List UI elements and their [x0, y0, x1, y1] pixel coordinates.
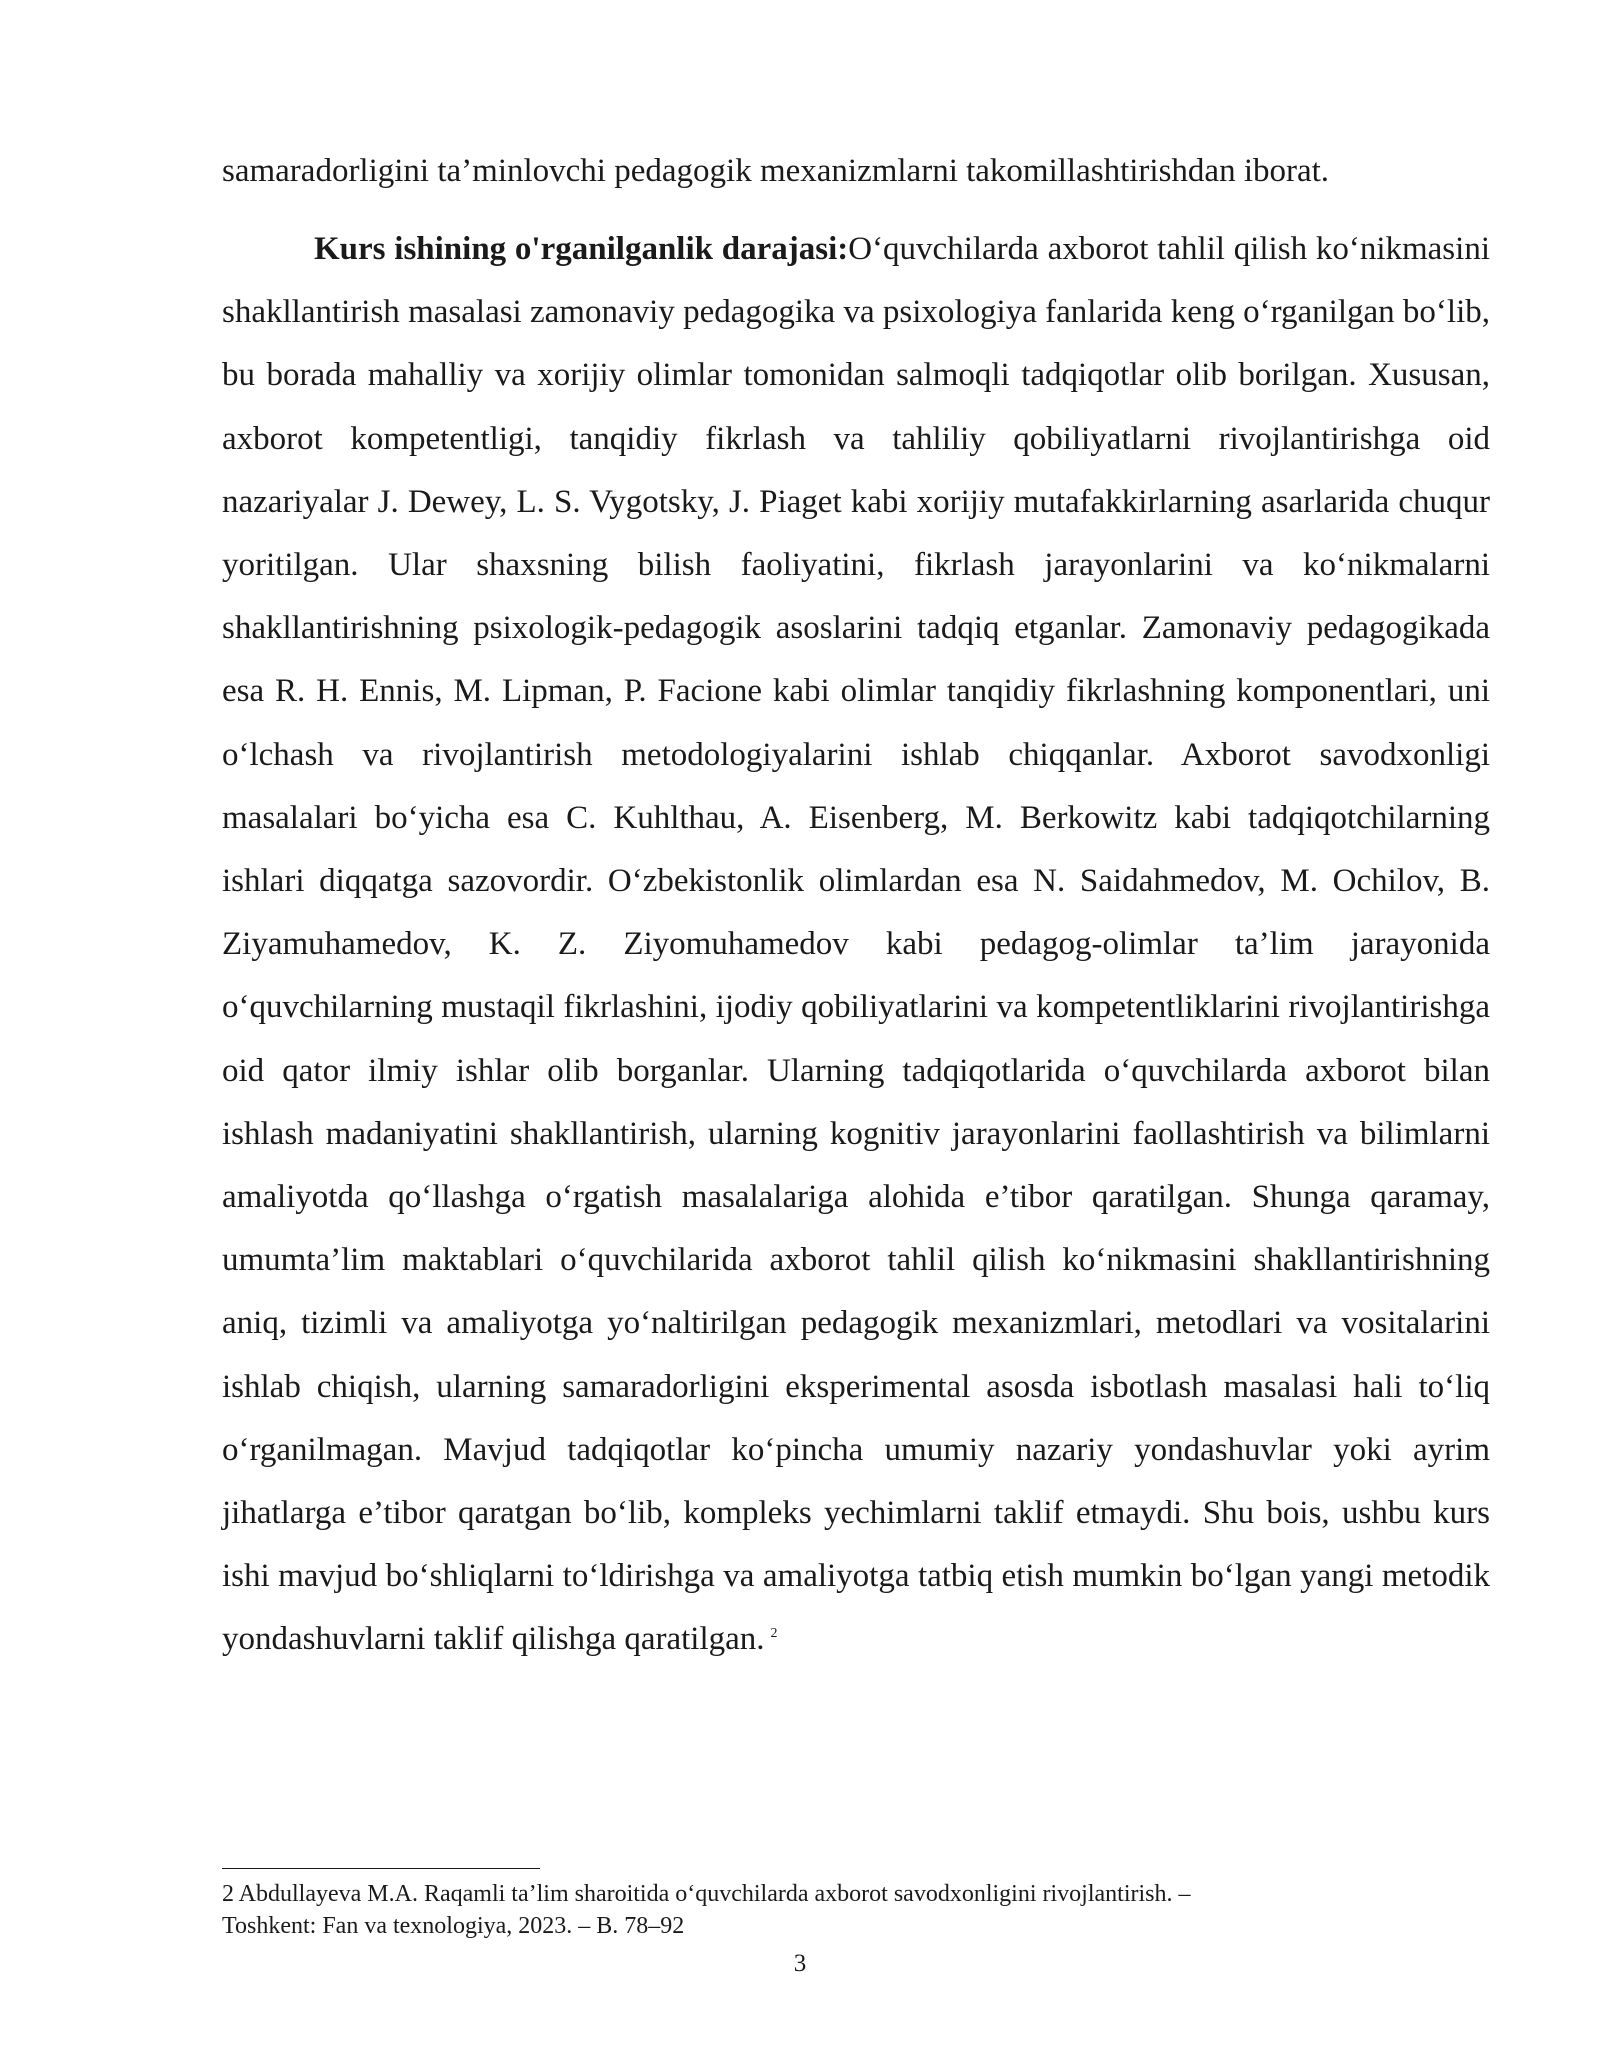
continued-text-line: samaradorligini ta’minlovchi pedagogik mexanizmlarni takomillashtirishdan iborat. [222, 153, 1330, 189]
paragraph-heading: Kurs ishining o'rganilganlik darajasi: [314, 231, 849, 267]
footnote-reference[interactable]: 2 [770, 1626, 778, 1642]
paragraph-body: O‘quvchilarda axborot tahlil qilish ko‘nikmasini shakllantirish masalasi zamonaviy pedagogika va psixologiya fanlarida keng o‘rganilgan bo‘lib, bu borada mahalliy va xorijiy olimlar tomonidan salmoqli tadqiqotlar olib borilgan. Xususan, axborot kompetentligi, tanqidiy fikrlash va tahliliy qobiliyatlarni rivojlantirishga oid nazariyalar J. Dewey, L. S. Vygotsky, J. Piaget kabi xorijiy mutafakkirlarning asarlarida chuqur yoritilgan. Ular shaxsning bilish faoliyatini, fikrlash jarayonlarini va ko‘nikmalarni shakllantirishning psixologik-pedagogik asoslarini tadqiq etganlar. Zamonaviy pedagogikada esa R. H. Ennis, M. Lipman, P. Facione kabi olimlar tanqidiy fikrlashning komponentlari, uni o‘lchash va rivojlantirish metodologiyalarini ishlab chiqqanlar. Axborot savodxonligi masalalari bo‘yicha esa C. Kuhlthau, A. Eisenberg, M. Berkowitz kabi tadqiqotchilarning ishlari diqqatga sazovordir. O‘zbekistonlik olimlardan esa N. Saidahmedov, M. Ochilov, B. Ziyamuhamedov, K. Z. Ziyomuhamedov kabi pedagog-olimlar ta’lim jarayonida o‘quvchilarning mustaqil fikrlashini, ijodiy qobiliyatlarini va kompetentliklarini rivojlantirishga oid qator ilmiy ishlar olib borganlar. Ularning tadqiqotlarida o‘quvchilarda axborot bilan ishlash madaniyatini shakllantirish, ularning kognitiv jarayonlarini faollashtirish va bilimlarni amaliyotda qo‘llashga o‘rgatish masalalariga alohida e’tibor qaratilgan. Shunga qaramay, umumta’lim maktablari o‘quvchilarida axborot tahlil qilish ko‘nikmasini shakllantirishning aniq, tizimli va amaliyotga yo‘naltirilgan pedagogik mexanizmlari, metodlari va vositalarini ishlab chiqish, ularning samaradorligini eksperimental asosda isbotlash masalasi hali to‘liq o‘rganilmagan. Mavjud tadqiqotlar ko‘pincha umumiy nazariy yondashuvlar yoki ayrim jihatlarga e’tibor qaratgan bo‘lib, kompleks yechimlarni taklif etmaydi. Shu bois, ushbu kurs ishi mavjud bo‘shliqlarni to‘ldirishga va amaliyotga tatbiq etish mumkin bo‘lgan yangi metodik yondashuvlarni taklif qilishga qaratilgan. [222, 231, 1490, 1658]
body-paragraph [222, 218, 1490, 1672]
footnote-line-2: Toshkent: Fan va texnologiya, 2023. – B. 78–92 [222, 1913, 685, 1939]
footnote [222, 1878, 1462, 1942]
page-number: 3 [793, 1950, 807, 1977]
footnote-line-1: 2 Abdullayeva M.A. Raqamli ta’lim sharoitida o‘quvchilarda axborot savodxonligini rivojlantirish. – [222, 1881, 1191, 1907]
footnote-separator [222, 1868, 540, 1869]
